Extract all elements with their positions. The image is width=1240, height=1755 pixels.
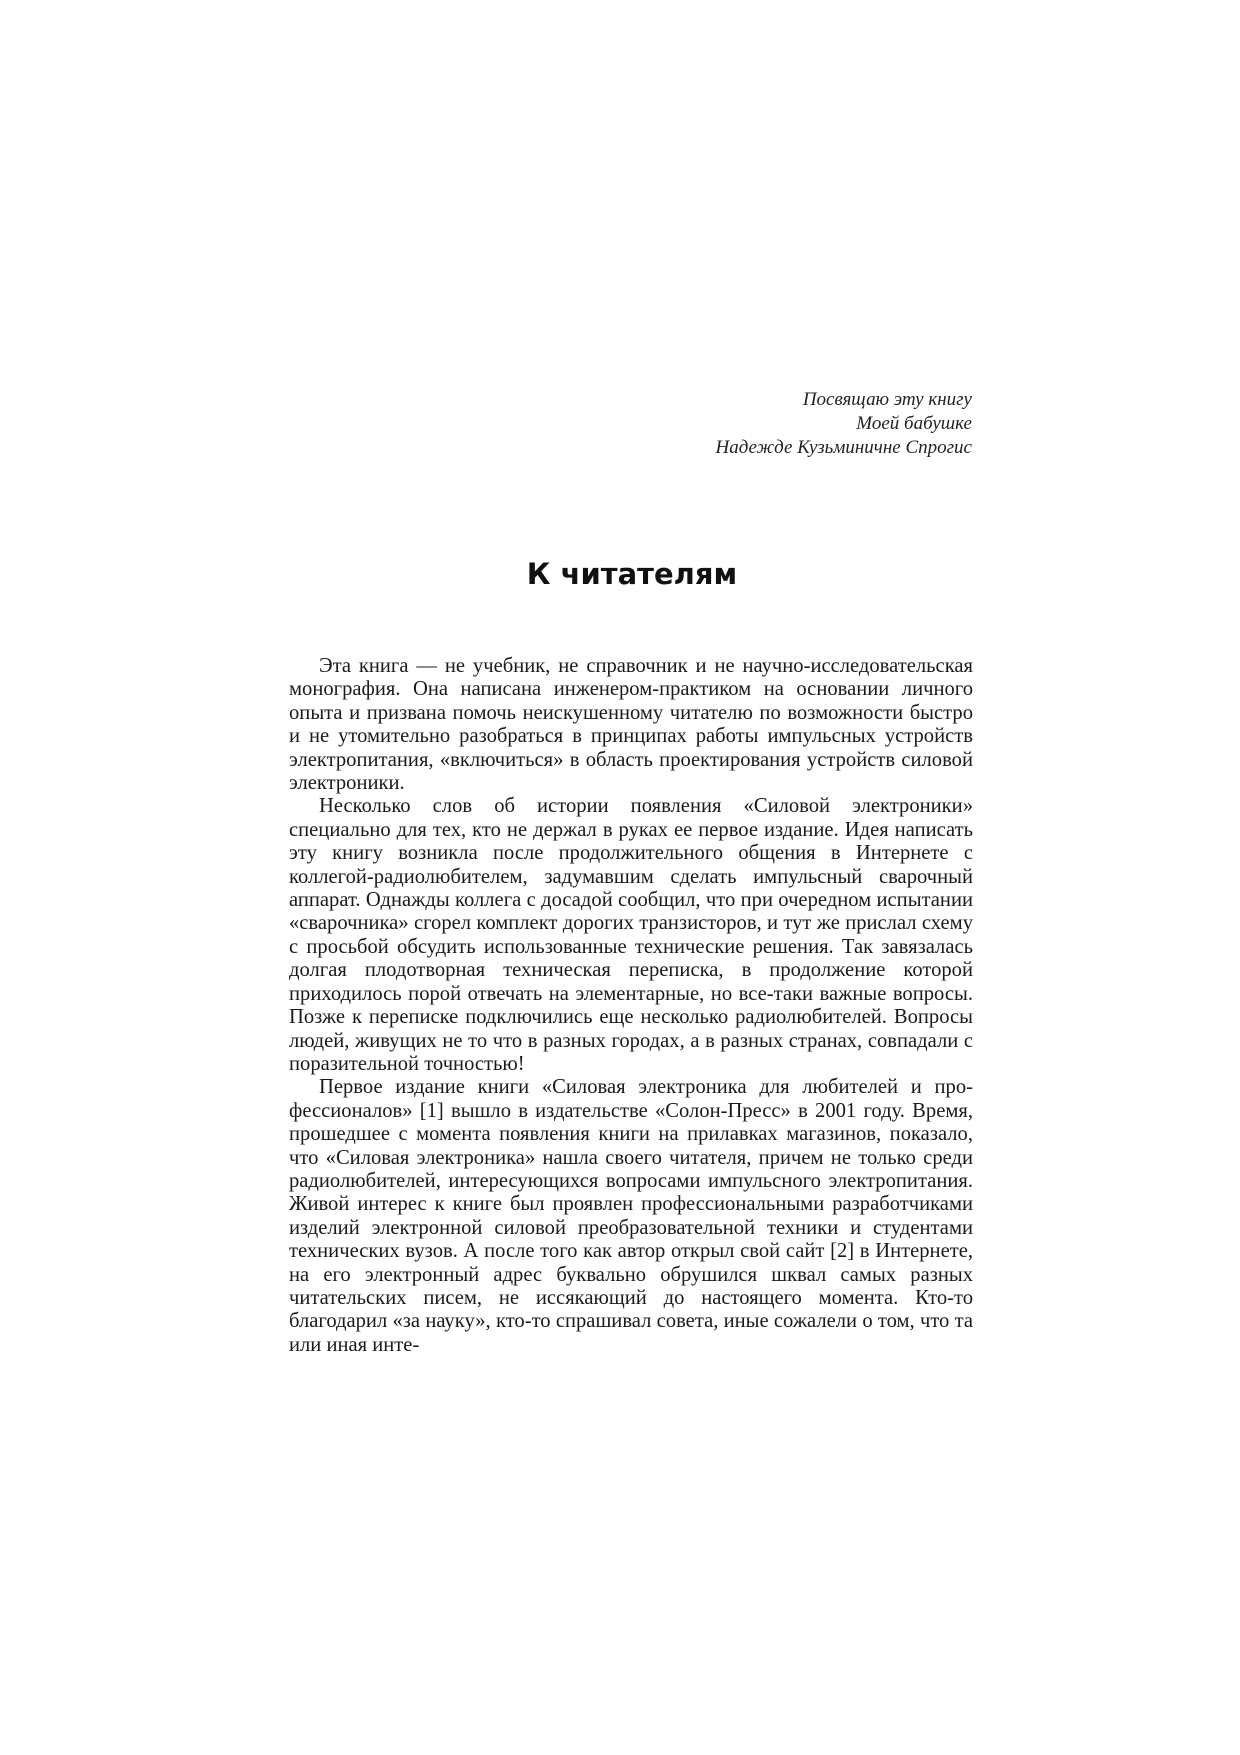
dedication-line: Надежде Кузьминичне Спрогис	[715, 437, 972, 458]
chapter-heading: К читателям	[526, 557, 738, 591]
paragraph: Несколько слов об истории появления «Силовой электроники» специально для тех, кто не держал в руках ее первое издание. Идея написать эту книгу возникла после продолжительного общения в Интернете с коллегой-радиолюбителем, задумавшим сделать импульсный сварочный аппарат. Однажды коллега с досадой сообщил, что при очередном испытании «сварочника» сгорел комплект дорогих транзисторов, и тут же прислал схему с просьбой обсудить использованные технические решения. Так завязалась долгая плодотворная техническая переписка, в продолжение которой приходилось порой отвечать на элементарные, но все-таки важные вопросы. Позже к переписке подключились еще несколько радиолюбителей. Вопросы людей, живущих не то что в разных городах, а в разных странах, совпадали с поразительной точностью!	[289, 795, 973, 1075]
paragraph: Первое издание книги «Силовая электроника для любителей и профессионалов» [1] вышло в издательстве «Солон-Пресс» в 2001 году. Время, прошедшее с момента появления книги на прилавках магазинов, показало, что «Силовая электроника» нашла своего читателя, причем не только среди радиолюбителей, интересующихся вопросами импульсного электропитания. Живой интерес к книге был проявлен профессиональными разработчиками изделий электронной силовой преобразовательной техники и студентами технических вузов. А после того как автор открыл свой сайт [2] в Интернете, на его электронный адрес буквально обрушился шквал самых разных читательских писем, не иссякающий до настоящего момента. Кто-то благодарил «за науку», кто-то спрашивал совета, иные сожалели о том, что та или иная инте-	[289, 1076, 973, 1356]
dedication-line: Моей бабушке	[856, 413, 972, 434]
dedication	[715, 388, 972, 460]
paragraph: Эта книга — не учебник, не справочник и не научно-исследовательская монография. Она написана инженером-практиком на основании личного опыта и призвана помочь неискушенному читателю по возможности быстро и не утомительно разобраться в принципах работы импульсных устройств электропитания, «включиться» в область проектирования устройств силовой электроники.	[289, 655, 973, 795]
dedication-line: Посвящаю эту книгу	[802, 389, 972, 410]
body-text	[289, 655, 973, 1357]
